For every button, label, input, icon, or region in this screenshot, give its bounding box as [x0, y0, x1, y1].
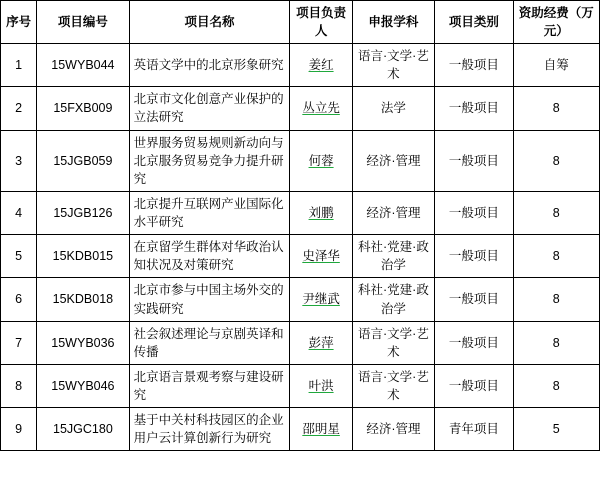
- cell-name: 在京留学生群体对华政治认知状况及对策研究: [129, 235, 290, 278]
- cell-index: 3: [1, 130, 37, 191]
- cell-code: 15KDB018: [37, 278, 129, 321]
- table-header-row: [1, 1, 600, 44]
- column-header-project-code: 项目编号: [37, 1, 129, 44]
- cell-discipline: 经济·管理: [352, 130, 434, 191]
- table-row: [1, 408, 600, 451]
- cell-name: 北京提升互联网产业国际化水平研究: [129, 191, 290, 234]
- cell-name: 北京市文化创意产业保护的立法研究: [129, 87, 290, 130]
- cell-discipline: 经济·管理: [352, 191, 434, 234]
- cell-type: 一般项目: [435, 278, 513, 321]
- table-row: [1, 278, 600, 321]
- cell-index: 6: [1, 278, 37, 321]
- table-row: [1, 364, 600, 407]
- cell-type: 一般项目: [435, 364, 513, 407]
- cell-type: 一般项目: [435, 191, 513, 234]
- cell-funding: 8: [513, 321, 599, 364]
- cell-code: 15JGC180: [37, 408, 129, 451]
- cell-code: 15WYB044: [37, 44, 129, 87]
- cell-name: 世界服务贸易规则新动向与北京服务贸易竞争力提升研究: [129, 130, 290, 191]
- cell-leader: [290, 364, 352, 407]
- cell-leader: [290, 87, 352, 130]
- leader-name: 邵明星: [302, 422, 340, 437]
- column-header-project-leader: 项目负责人: [290, 1, 352, 44]
- cell-index: 7: [1, 321, 37, 364]
- cell-funding: 8: [513, 130, 599, 191]
- cell-index: 8: [1, 364, 37, 407]
- leader-name: 何蓉: [308, 153, 334, 168]
- cell-leader: [290, 278, 352, 321]
- leader-name: 史泽华: [302, 249, 340, 264]
- leader-name: 姜红: [308, 58, 334, 73]
- cell-type: 一般项目: [435, 321, 513, 364]
- leader-name: 尹继武: [302, 292, 340, 307]
- column-header-discipline: 申报学科: [352, 1, 434, 44]
- column-header-funding: 资助经费（万元）: [513, 1, 599, 44]
- table-row: [1, 321, 600, 364]
- cell-funding: 自筹: [513, 44, 599, 87]
- cell-leader: [290, 235, 352, 278]
- cell-name: 基于中关村科技园区的企业用户云计算创新行为研究: [129, 408, 290, 451]
- cell-funding: 8: [513, 191, 599, 234]
- cell-leader: [290, 130, 352, 191]
- cell-type: 一般项目: [435, 44, 513, 87]
- cell-name: 北京语言景观考察与建设研究: [129, 364, 290, 407]
- cell-funding: 8: [513, 235, 599, 278]
- cell-index: 9: [1, 408, 37, 451]
- cell-type: 青年项目: [435, 408, 513, 451]
- cell-index: 5: [1, 235, 37, 278]
- cell-discipline: 语言·文学·艺术: [352, 44, 434, 87]
- table-body: [1, 44, 600, 451]
- column-header-project-type: 项目类别: [435, 1, 513, 44]
- cell-leader: [290, 408, 352, 451]
- cell-index: 1: [1, 44, 37, 87]
- cell-funding: 8: [513, 87, 599, 130]
- cell-code: 15KDB015: [37, 235, 129, 278]
- cell-index: 4: [1, 191, 37, 234]
- cell-discipline: 法学: [352, 87, 434, 130]
- cell-discipline: 语言·文学·艺术: [352, 321, 434, 364]
- cell-leader: [290, 321, 352, 364]
- cell-type: 一般项目: [435, 130, 513, 191]
- table-row: [1, 191, 600, 234]
- cell-type: 一般项目: [435, 87, 513, 130]
- leader-name: 彭萍: [308, 335, 334, 350]
- table-row: [1, 235, 600, 278]
- cell-discipline: 经济·管理: [352, 408, 434, 451]
- cell-code: 15WYB046: [37, 364, 129, 407]
- table-row: [1, 87, 600, 130]
- cell-discipline: 语言·文学·艺术: [352, 364, 434, 407]
- cell-funding: 8: [513, 364, 599, 407]
- cell-code: 15FXB009: [37, 87, 129, 130]
- cell-discipline: 科社·党建·政治学: [352, 278, 434, 321]
- cell-name: 社会叙述理论与京剧英译和传播: [129, 321, 290, 364]
- cell-funding: 8: [513, 278, 599, 321]
- cell-code: 15JGB126: [37, 191, 129, 234]
- cell-name: 英语文学中的北京形象研究: [129, 44, 290, 87]
- leader-name: 叶洪: [308, 378, 334, 393]
- column-header-project-name: 项目名称: [129, 1, 290, 44]
- cell-leader: [290, 191, 352, 234]
- cell-leader: [290, 44, 352, 87]
- cell-code: 15WYB036: [37, 321, 129, 364]
- leader-name: 刘鹏: [308, 205, 334, 220]
- cell-index: 2: [1, 87, 37, 130]
- table-row: [1, 44, 600, 87]
- cell-discipline: 科社·党建·政治学: [352, 235, 434, 278]
- column-header-index: 序号: [1, 1, 37, 44]
- cell-code: 15JGB059: [37, 130, 129, 191]
- cell-type: 一般项目: [435, 235, 513, 278]
- cell-name: 北京市参与中国主场外交的实践研究: [129, 278, 290, 321]
- cell-funding: 5: [513, 408, 599, 451]
- leader-name: 丛立先: [302, 101, 340, 116]
- table-row: [1, 130, 600, 191]
